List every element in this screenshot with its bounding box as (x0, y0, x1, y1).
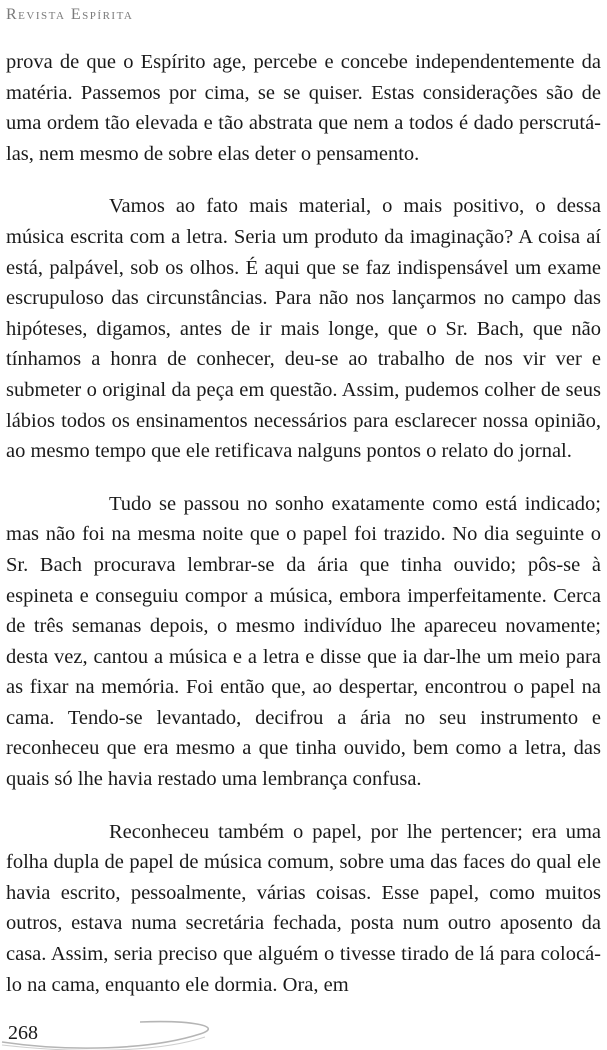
body-text (6, 47, 601, 1000)
running-head-title: Revista Espírita (6, 6, 134, 23)
paragraph: Tudo se passou no sonho exatamente como está indicado; mas não foi na mesma noite que o papel foi trazido. No dia seguinte o Sr. Bach procurava lembrar-se da ária que tinha ouvido; pôs-se à espineta e conseguiu compor a música, embora imperfeitamente. Cerca de três semanas depois, o mesmo indivíduo lhe apareceu novamente; desta vez, cantou a música e a letra e disse que ia dar-lhe um meio para as fixar na memória. Foi então que, ao despertar, encontrou o papel na cama. Tendo-se levantado, decifrou a ária no seu instrumento e reconheceu que era mesmo a que tinha ouvido, bem como a letra, das quais só lhe havia restado uma lembrança confusa. (6, 492, 601, 791)
decorative-swoosh-icon (0, 1012, 300, 1050)
paragraph: Vamos ao fato mais material, o mais positivo, o dessa música escrita com a letra. Seria um produto da imaginação? A coisa aí está, palpável, sob os olhos. É aqui que se faz indispensável um exame escrupuloso das circunstâncias. Para não nos lançarmos no campo das hipóteses, digamos, antes de ir mais longe, que o Sr. Bach, que não tínhamos a honra de conhecer, deu-se ao trabalho de nos vir ver e submeter o original da peça em questão. Assim, pudemos colher de seus lábios todos os ensinamentos necessários para esclarecer nossa opinião, ao mesmo tempo que ele retificava nalguns pontos o relato do jornal. (6, 195, 601, 463)
paragraph: Reconheceu também o papel, por lhe pertencer; era uma folha dupla de papel de música comum, sobre uma das faces do qual ele havia escrito, pessoalmente, várias coisas. Esse papel, como muitos outros, estava numa secretária fechada, posta num outro aposento da casa. Assim, seria preciso que alguém o tivesse tirado de lá para colocá-lo na cama, enquanto ele dormia. Ora, em (6, 820, 601, 996)
page-footer (0, 1012, 300, 1050)
page-number: 268 (8, 1022, 38, 1044)
paragraph-continued: prova de que o Espírito age, percebe e concebe independentemente da matéria. Passemos por cima, se se quiser. Estas considerações são de uma ordem tão elevada e tão abstrata que nem a todos é dado perscrutá-las, nem mesmo de sobre elas deter o pensamento. (6, 51, 601, 165)
